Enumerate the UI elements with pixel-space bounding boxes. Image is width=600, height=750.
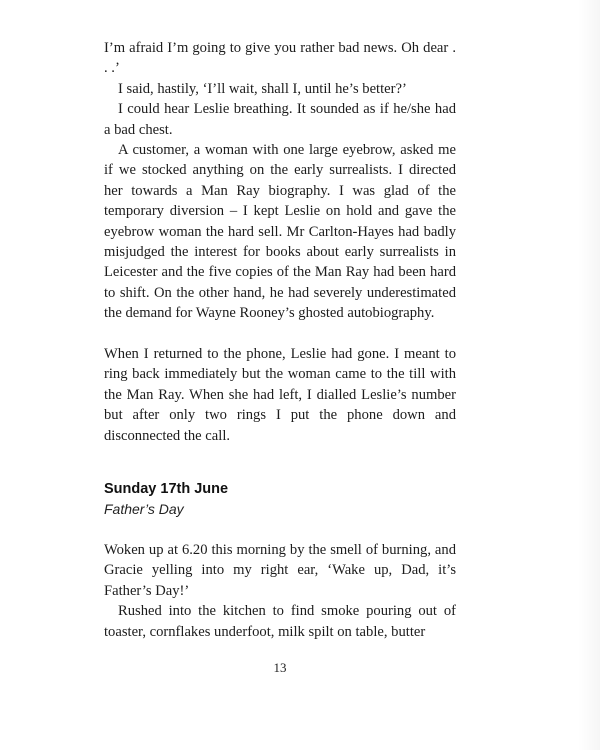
text-section-after-break bbox=[104, 344, 456, 446]
page-number: 13 bbox=[273, 660, 287, 675]
paragraph: I said, hastily, ‘I’ll wait, shall I, until he’s better?’ bbox=[118, 80, 407, 97]
paragraph: Rushed into the kitchen to find smoke pouring out of toaster, cornflakes underfoot, milk spilt on table, butter bbox=[104, 603, 456, 640]
paragraph: A customer, a woman with one large eyebrow, asked me if we stocked anything on the early surrealists. I directed her towards a Man Ray biography. I was glad of the temporary diversion – I kept Leslie on hold and gave the eyebrow woman the hard sell. Mr Carlton-Hayes had badly misjudged the interest for books about early surrealists in Leicester and the five copies of the Man Ray had been hard to shift. On the other hand, he had severely underestimated the demand for Wayne Rooney’s ghosted autobiography. bbox=[104, 142, 456, 322]
diary-date-subtitle: Father’s Day bbox=[104, 501, 184, 517]
page-edge-shadow bbox=[578, 0, 600, 750]
paragraph: I’m afraid I’m going to give you rather bad news. Oh dear . . .’ bbox=[104, 40, 456, 77]
paragraph: Woken up at 6.20 this morning by the smell of burning, and Gracie yelling into my right ear, ‘Wake up, Dad, it’s Father’s Day!’ bbox=[104, 542, 456, 599]
paragraph: When I returned to the phone, Leslie had gone. I meant to ring back immediately but the woman came to the till with the Man Ray. When she had left, I dialled Leslie’s number but after only two rings I put the phone down and disconnected the call. bbox=[104, 346, 456, 444]
diary-entry-body bbox=[104, 540, 456, 642]
paragraph: I could hear Leslie breathing. It sounded as if he/she had a bad chest. bbox=[104, 101, 456, 138]
text-section-continued bbox=[104, 38, 456, 324]
diary-date-heading: Sunday 17th June bbox=[104, 481, 229, 497]
